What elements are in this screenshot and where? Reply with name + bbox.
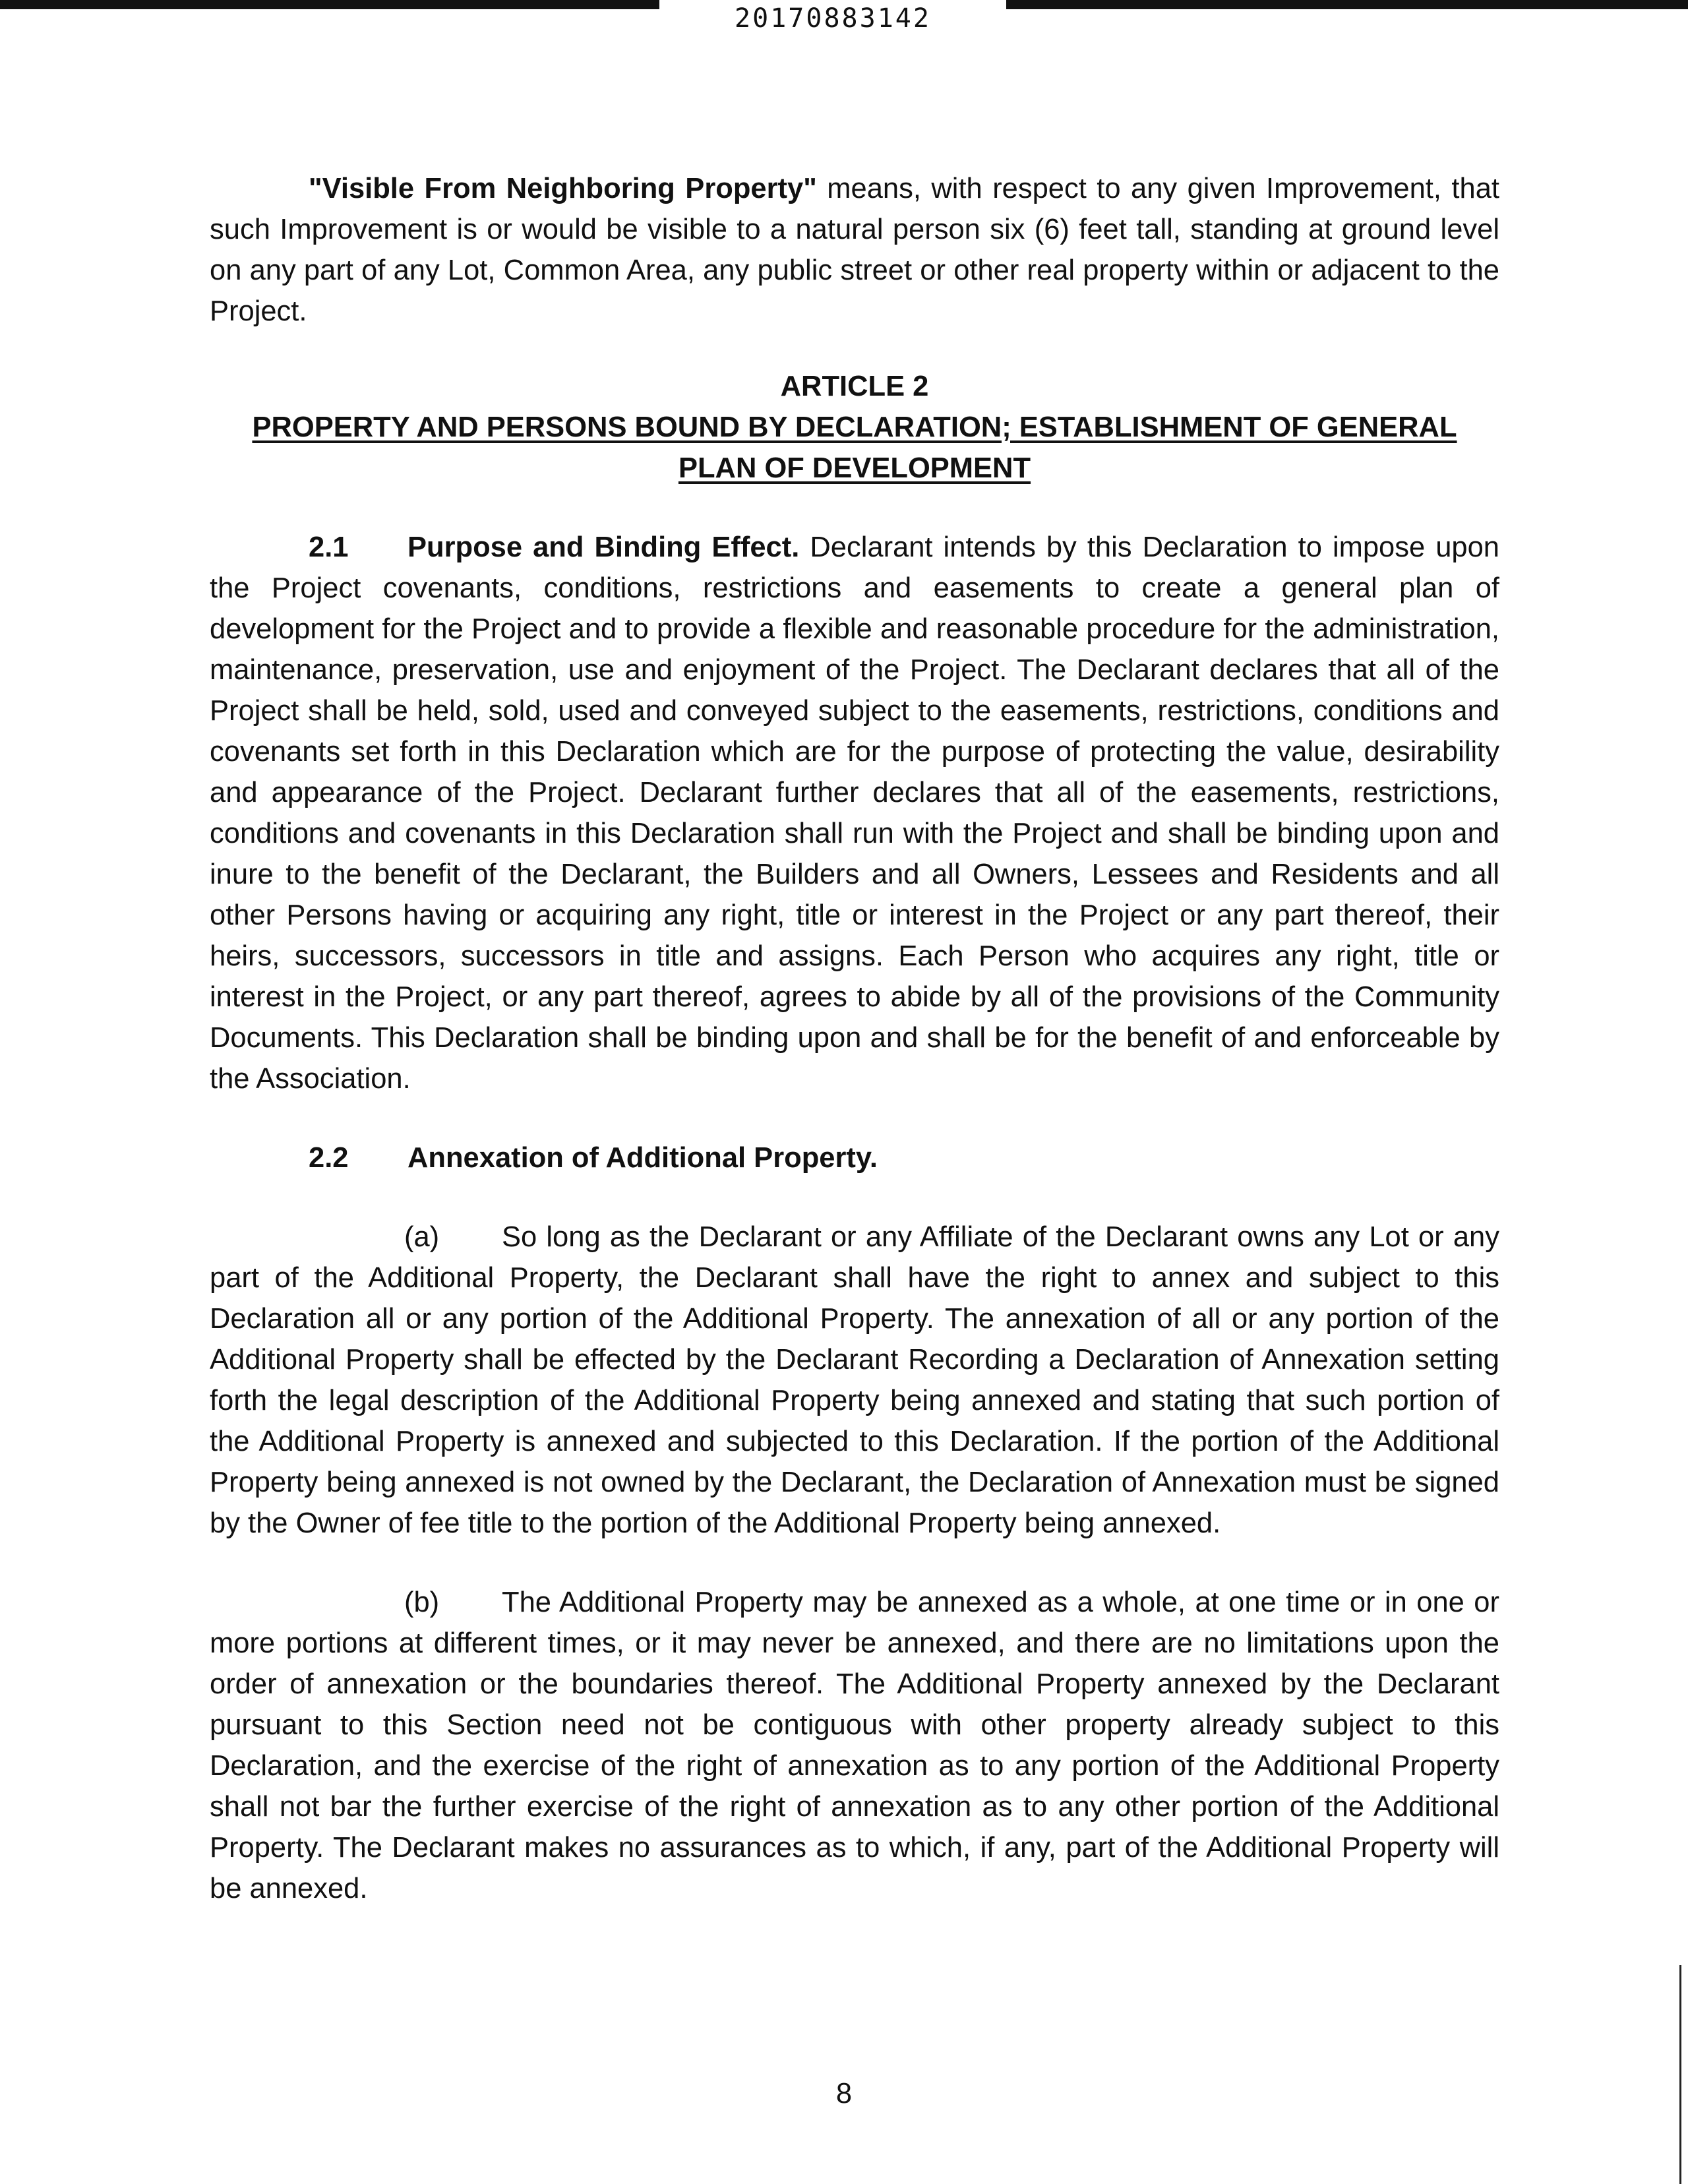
definition-term: "Visible From Neighboring Property": [309, 173, 817, 204]
subsection-a-label: (a): [404, 1221, 440, 1253]
definition-paragraph: [210, 168, 1499, 332]
section-2-1-text: Declarant intends by this Declaration to impose upon the Project covenants, conditions, restrictions and easements to create a general plan of development for the Project and to provide a flexible and reasonable procedure for the administration, maintenance, preservation, use and enjoyment of the Project. The Declarant declares that all of the Project shall be held, sold, used and conveyed subject to the easements, restrictions, conditions and covenants set forth in this Declaration which are for the purpose of protecting the value, desirability and appearance of the Project. Declarant further declares that all of the easements, restrictions, conditions and covenants in this Declaration shall run with the Project and shall be binding upon and inure to the benefit of the Declarant, the Builders and all Owners, Lessees and Residents and all other Persons having or acquiring any right, title or interest in the Project or any part thereof, their heirs, successors, successors in title and assigns. Each Person who acquires any right, title or interest in the Project, or any part thereof, agrees to abide by all of the provisions of the Community Documents. This Declaration shall be binding upon and shall be for the benefit of and enforceable by the Association.: [210, 531, 1499, 1095]
subsection-b-paragraph: [210, 1582, 1499, 1909]
subsection-b-text: The Additional Property may be annexed as a whole, at one time or in one or more portions at different times, or it may never be annexed, and there are no limitations upon the order of annexation or the boundaries thereof. The Additional Property annexed by the Declarant pursuant to this Section need not be contiguous with other property already subject to this Declaration, and the exercise of the right of annexation as to any portion of the Additional Property shall not bar the further exercise of the right of annexation as to any other portion of the Additional Property. The Declarant makes no assurances as to which, if any, part of the Additional Property will be annexed.: [210, 1587, 1499, 1904]
subsection-a-text: So long as the Declarant or any Affiliate of the Declarant owns any Lot or any part of the Additional Property, the Declarant shall have the right to annex and subject to this Declaration all or any portion of the Additional Property. The annexation of all or any portion of the Additional Property shall be effected by the Declarant Recording a Declaration of Annexation setting forth the legal description of the Additional Property being annexed and stating that such portion of the Additional Property is annexed and subjected to this Declaration. If the portion of the Additional Property being annexed is not owned by the Declarant, the Declaration of Annexation must be signed by the Owner of fee title to the portion of the Additional Property being annexed.: [210, 1221, 1499, 1539]
section-2-1-paragraph: [210, 527, 1499, 1099]
recording-number: 20170883142: [735, 3, 931, 34]
article-number: ARTICLE 2: [780, 371, 929, 402]
section-2-2-title: Annexation of Additional Property.: [407, 1142, 878, 1174]
article-title: PROPERTY AND PERSONS BOUND BY DECLARATION; ESTABLISHMENT OF GENERAL PLAN OF DEVELOPMENT: [252, 411, 1457, 484]
section-2-1-number: 2.1: [309, 531, 349, 563]
subsection-b-label: (b): [404, 1587, 440, 1618]
page-number: 8: [835, 2078, 853, 2109]
top-border-right: [1006, 0, 1688, 9]
top-border-left: [0, 0, 659, 9]
subsection-a-paragraph: [210, 1217, 1499, 1544]
section-2-2-heading: [210, 1138, 1499, 1178]
definition-text: means, with respect to any given Improvement, that such Improvement is or would be visible to a natural person six (6) feet tall, standing at ground level on any part of any Lot, Common Area, any public street or other real property within or adjacent to the Project.: [210, 173, 1499, 327]
document-body: [210, 168, 1499, 1909]
article-heading: [210, 366, 1499, 489]
section-2-2-number: 2.2: [309, 1142, 349, 1174]
section-2-1-title: Purpose and Binding Effect.: [407, 531, 800, 563]
